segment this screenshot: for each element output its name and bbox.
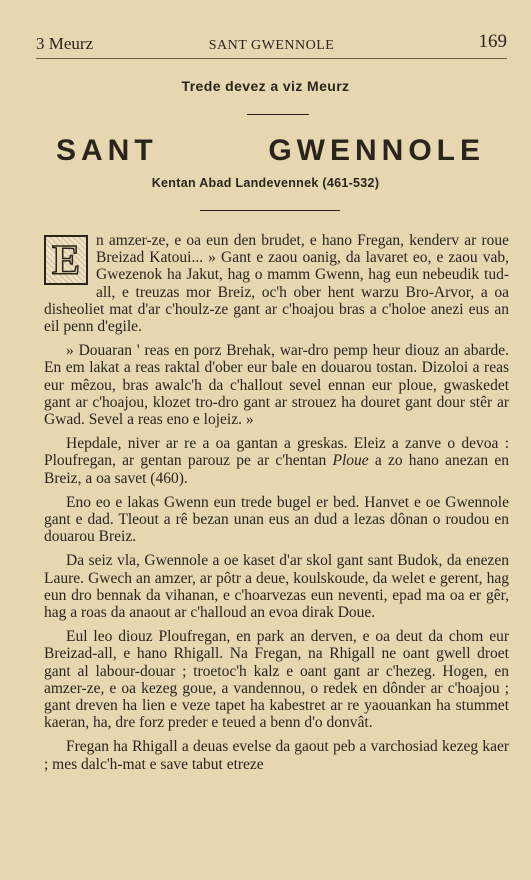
paragraph: Eno eo e lakas Gwenn eun trede bugel er bed. Hanvet e oe Gwennole gant e dad. Tleout a rê bezan unan eus an dud a lezas dônan o roudou en douarou Breiz. bbox=[44, 493, 509, 546]
article-body bbox=[44, 232, 509, 780]
divider-rule bbox=[200, 210, 340, 211]
paragraph: E n amzer-ze, e oa eun den brudet, e hano Fregan, kenderv ar roue Breizad Katoui... » Gant e zaou oanig, da lavaret eo, e zaou vab, Gwezenok ha Jakut, hag o mamm Gwenn, hag eun nebeudik tud-all, e treuzas mor Breiz, oc'h ober hent warzu Bro-Arvor, a oa disheoliet mat d'ar c'houlz-ze gant ar c'hoajou bras a c'holoe anezi eus an eil penn d'egile. bbox=[44, 232, 509, 336]
running-head-title: SANT GWENNOLE bbox=[208, 38, 335, 53]
saint-title bbox=[56, 134, 485, 168]
paragraph: Hepdale, niver ar re a oa gantan a greskas. Eleiz a zanve o devoa : Ploufregan, ar gentan parouz pe ar c'hentan Ploue a zo hano anezan en Breiz, a oa savet (460). bbox=[44, 435, 509, 487]
paragraph: » Douaran ' reas en porz Brehak, war-dro pemp heur diouz an abarde. En em lakat a reas raktal d'ober eur bale en douarou tostan. Dizoloi a reas eur mêzou, bras awalc'h da c'hallout sevel ennan eur ploue, gwaskedet gant ar c'hoajou, klozet tro-dro gant ar strouez ha douret gant dour stêr ar Gwad. Sevel a reas eno e lojeiz. » bbox=[44, 342, 509, 429]
paragraph: Da seiz vla, Gwennole a oe kaset d'ar skol gant sant Budok, da enezen Laure. Gwech an amzer, ar pôtr a deue, koulskoude, da welet e gerent, hag eun dro bennak da vihanan, e c'hoarvezas eun neventi, epad ma oa er gêr, hag a roas da anaout ar c'halloud an evoa dirak Doue. bbox=[44, 552, 509, 622]
title-word: GWENNOLE bbox=[268, 134, 485, 167]
divider-rule bbox=[247, 114, 309, 115]
paragraph: Eul leo diouz Ploufregan, en park an derven, e oa deut da chom eur Breizad-all, e hano Rhigall. Na Fregan, na Rhigall ne oant gwell droet gant al labour-douar ; troetoc'h kalz e oant gant ar c'hezeg. Hogen, en amzer-ze, e oa kezeg goue, a vandennou, o redek en dônder ar c'hoajou ; gant dreven ha lien e veze tapet ha kabestret ar re yaouankan ha stummet kaeran, ha, dre forz preder e teued a benn d'o donvât. bbox=[44, 628, 509, 732]
running-head-date: 3 Meurz bbox=[36, 34, 94, 53]
title-word: SANT bbox=[56, 134, 158, 167]
drop-cap: E bbox=[44, 235, 88, 285]
byline: Kentan Abad Landevennek (461-532) bbox=[151, 176, 380, 190]
paragraph: Fregan ha Rhigall a deuas evelse da gaout peb a varchosiad kezeg kaer ; mes dalc'h-mat e save tabut etreze bbox=[44, 738, 509, 773]
page-number: 169 bbox=[478, 31, 507, 52]
running-head bbox=[36, 30, 507, 59]
section-subtitle: Trede devez a viz Meurz bbox=[181, 78, 350, 94]
